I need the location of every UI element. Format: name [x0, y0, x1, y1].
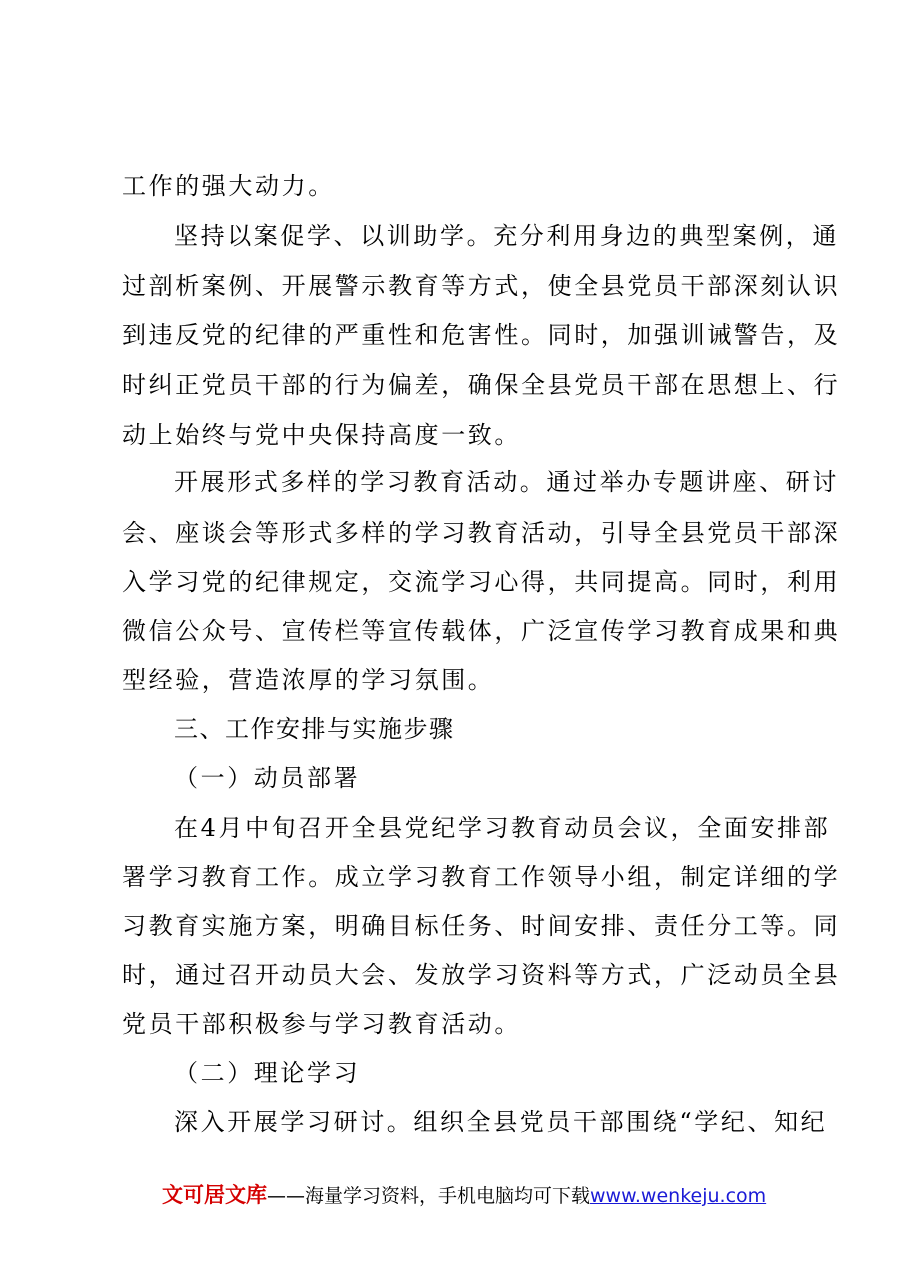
- paragraph-line: 时纠正党员干部的行为偏差，确保全县党员干部在思想上、行: [122, 371, 841, 399]
- paragraph-line: 微信公众号、宣传栏等宣传载体，广泛宣传学习教育成果和典: [122, 617, 841, 645]
- section-heading: 三、工作安排与实施步骤: [174, 715, 455, 743]
- paragraph-line: 开展形式多样的学习教育活动。通过举办专题讲座、研讨: [174, 468, 839, 496]
- paragraph-line: 会、座谈会等形式多样的学习教育活动，引导全县党员干部深: [122, 519, 841, 547]
- paragraph-line: 党员干部积极参与学习教育活动。: [122, 1010, 521, 1038]
- paragraph-line: 时，通过召开动员大会、发放学习资料等方式，广泛动员全县: [122, 961, 841, 989]
- paragraph-line: 深入开展学习研讨。组织全县党员干部围绕“学纪、知纪: [174, 1108, 828, 1136]
- paragraph-line: 过剖析案例、开展警示教育等方式，使全县党员干部深刻认识: [122, 272, 841, 300]
- paragraph-line: 工作的强大动力。: [122, 172, 335, 200]
- footer-site-link[interactable]: www.wenkeju.com: [590, 1185, 767, 1207]
- paragraph-line: 习教育实施方案，明确目标任务、时间安排、责任分工等。同: [122, 912, 841, 940]
- paragraph-line: 型经验，营造浓厚的学习氛围。: [122, 666, 495, 694]
- footer-brand: 文可居文库: [162, 1183, 267, 1207]
- paragraph-line: 在4月中旬召开全县党纪学习教育动员会议，全面安排部: [174, 814, 831, 842]
- paragraph-line: 入学习党的纪律规定，交流学习心得，共同提高。同时，利用: [122, 568, 841, 596]
- footer-banner: [162, 1181, 766, 1210]
- paragraph-line: 动上始终与党中央保持高度一致。: [122, 421, 521, 449]
- paragraph-line: 到违反党的纪律的严重性和危害性。同时，加强训诫警告，及: [122, 321, 841, 349]
- subsection-heading: （二）理论学习: [174, 1059, 361, 1087]
- footer-slogan: ——海量学习资料，手机电脑均可下载: [267, 1185, 591, 1207]
- paragraph-line: 坚持以案促学、以训助学。充分利用身边的典型案例，通: [174, 222, 839, 250]
- subsection-heading: （一）动员部署: [174, 764, 361, 792]
- paragraph-line: 署学习教育工作。成立学习教育工作领导小组，制定详细的学: [122, 863, 841, 891]
